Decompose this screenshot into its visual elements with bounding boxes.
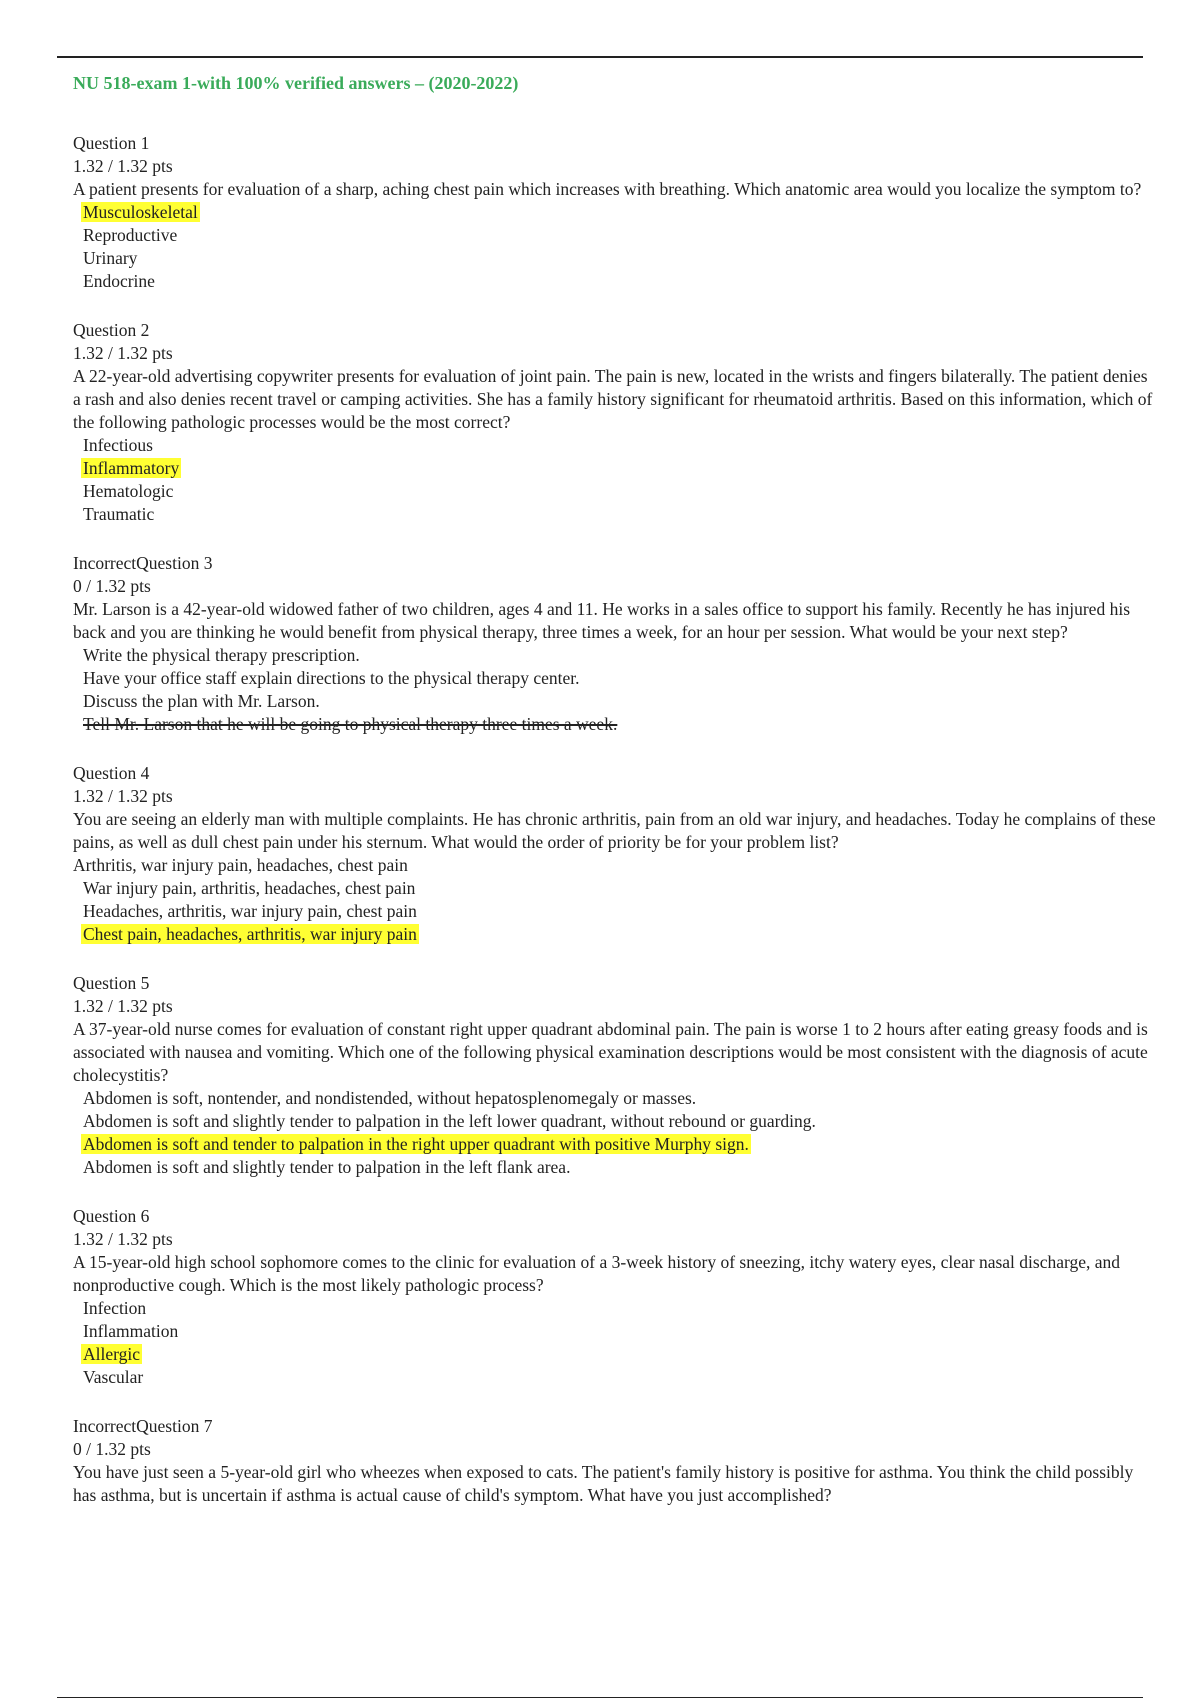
question-score: 1.32 / 1.32 pts	[73, 156, 173, 176]
answer-option	[73, 247, 1158, 270]
question-text: A 15-year-old high school sophomore comes to the clinic for evaluation of a 3-week history of sneezing, itchy watery eyes, clear nasal discharge, and nonproductive cough. Which is the most likely pathologic process?	[73, 1252, 1121, 1295]
answer-option	[73, 1110, 1158, 1133]
question-text: A 22-year-old advertising copywriter presents for evaluation of joint pain. The pain is new, located in the wrists and fingers bilaterally. The patient denies a rash and also denies recent travel or camping activities. She has a family history significant for rheumatoid arthritis. Based on this information, which of the following pathologic processes would be the most correct?	[73, 366, 1153, 432]
question-label: Question 6	[73, 1206, 150, 1226]
question-score: 1.32 / 1.32 pts	[73, 343, 173, 363]
answer-text: Inflammation	[83, 1321, 179, 1341]
answer-option-correct	[73, 201, 1158, 224]
answer-option	[73, 1320, 1158, 1343]
question-text: You have just seen a 5-year-old girl who wheezes when exposed to cats. The patient's family history is positive for asthma. You think the child possibly has asthma, but is uncertain if asthma is actual cause of child's symptom. What have you just accomplished?	[73, 1462, 1134, 1505]
answer-option	[73, 1156, 1158, 1179]
answer-option	[73, 503, 1158, 526]
highlighted-answer-text: Abdomen is soft and tender to palpation in the right upper quadrant with positive Murphy sign.	[83, 1134, 749, 1154]
answer-text: Abdomen is soft and slightly tender to palpation in the left flank area.	[83, 1157, 571, 1177]
answer-text: Headaches, arthritis, war injury pain, chest pain	[83, 901, 417, 921]
question-score: 1.32 / 1.32 pts	[73, 996, 173, 1016]
answer-option	[73, 434, 1158, 457]
question-block	[73, 319, 1158, 526]
document-title: NU 518-exam 1-with 100% verified answers – (2020-2022)	[73, 73, 519, 93]
answer-option	[73, 1366, 1158, 1389]
answer-text: Vascular	[83, 1367, 144, 1387]
answer-text: Abdomen is soft and slightly tender to palpation in the left lower quadrant, without rebound or guarding.	[83, 1111, 816, 1131]
answer-text: War injury pain, arthritis, headaches, chest pain	[83, 878, 416, 898]
question-text: Mr. Larson is a 42-year-old widowed father of two children, ages 4 and 11. He works in a sales office to support his family. Recently he has injured his back and you are thinking he would benefit from physical therapy, three times a week, for an hour per session. What would be your next step?	[73, 599, 1130, 642]
answer-option	[73, 900, 1158, 923]
top-rule	[57, 56, 1143, 58]
question-block	[73, 972, 1158, 1179]
question-label: Question 2	[73, 320, 150, 340]
answer-text: Urinary	[83, 248, 138, 268]
highlighted-answer-text: Allergic	[83, 1344, 141, 1364]
answer-text: Hematologic	[83, 481, 174, 501]
answer-text: Infectious	[83, 435, 153, 455]
answer-text: Write the physical therapy prescription.	[83, 645, 360, 665]
question-block	[73, 552, 1158, 736]
question-text: A 37-year-old nurse comes for evaluation of constant right upper quadrant abdominal pain. The pain is worse 1 to 2 hours after eating greasy foods and is associated with nausea and vomiting. Which one of the following physical examination descriptions would be most consistent with the diagnosis of acute cholecystitis?	[73, 1019, 1148, 1085]
answer-text: Reproductive	[83, 225, 178, 245]
answer-text: Have your office staff explain directions to the physical therapy center.	[83, 668, 580, 688]
question-score: 1.32 / 1.32 pts	[73, 786, 173, 806]
answer-list	[73, 854, 1158, 946]
question-label: Question 5	[73, 973, 150, 993]
question-block	[73, 1415, 1158, 1507]
question-score: 0 / 1.32 pts	[73, 576, 151, 596]
question-label: Question 4	[73, 763, 150, 783]
answer-option	[73, 667, 1158, 690]
question-text: A patient presents for evaluation of a sharp, aching chest pain which increases with breathing. Which anatomic area would you localize the symptom to?	[73, 179, 1142, 199]
answer-list	[73, 644, 1158, 736]
answer-option-correct	[73, 1343, 1158, 1366]
question-label: Question 1	[73, 133, 150, 153]
question-block	[73, 762, 1158, 946]
answer-list	[73, 201, 1158, 293]
bottom-rule	[57, 1697, 1143, 1698]
answer-text: Abdomen is soft, nontender, and nondistended, without hepatosplenomegaly or masses.	[83, 1088, 697, 1108]
answer-option-correct	[73, 457, 1158, 480]
question-score: 1.32 / 1.32 pts	[73, 1229, 173, 1249]
answer-option	[73, 1297, 1158, 1320]
answer-text: Infection	[83, 1298, 147, 1318]
answer-option	[73, 877, 1158, 900]
answer-option	[73, 224, 1158, 247]
answer-option	[73, 1087, 1158, 1110]
answer-option	[73, 854, 1158, 877]
question-label: IncorrectQuestion 3	[73, 553, 213, 573]
question-block	[73, 1205, 1158, 1389]
answer-text: Endocrine	[83, 271, 155, 291]
question-score: 0 / 1.32 pts	[73, 1439, 151, 1459]
answer-option-correct	[73, 1133, 1158, 1156]
answer-list	[73, 434, 1158, 526]
highlighted-answer-text: Musculoskeletal	[83, 202, 198, 222]
struck-answer-text: Tell Mr. Larson that he will be going to physical therapy three times a week.	[83, 714, 618, 734]
question-block	[73, 132, 1158, 293]
answer-list	[73, 1087, 1158, 1179]
question-text: You are seeing an elderly man with multiple complaints. He has chronic arthritis, pain from an old war injury, and headaches. Today he complains of these pains, as well as dull chest pain under his sternum. What would the order of priority be for your problem list?	[73, 809, 1156, 852]
answer-text: Arthritis, war injury pain, headaches, chest pain	[73, 855, 408, 875]
answer-option	[73, 270, 1158, 293]
answer-option	[73, 644, 1158, 667]
answer-list	[73, 1297, 1158, 1389]
question-list	[73, 132, 1158, 1533]
answer-text: Traumatic	[83, 504, 155, 524]
question-label: IncorrectQuestion 7	[73, 1416, 213, 1436]
answer-option	[73, 690, 1158, 713]
answer-text: Discuss the plan with Mr. Larson.	[83, 691, 320, 711]
highlighted-answer-text: Chest pain, headaches, arthritis, war injury pain	[83, 924, 417, 944]
answer-option	[73, 480, 1158, 503]
answer-option	[73, 713, 1158, 736]
answer-option-correct	[73, 923, 1158, 946]
highlighted-answer-text: Inflammatory	[83, 458, 180, 478]
